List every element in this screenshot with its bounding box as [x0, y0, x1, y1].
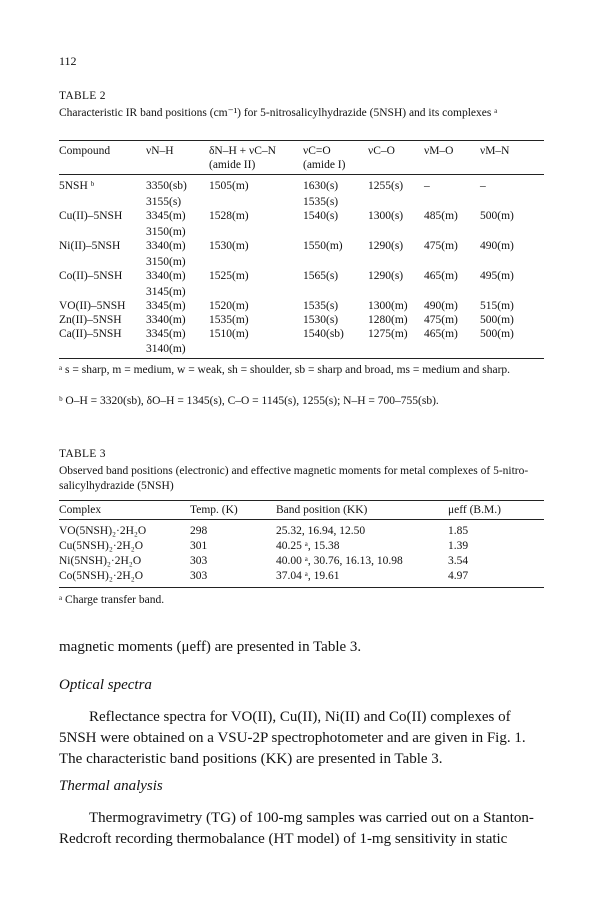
- body-paragraph-2: Reflectance spectra for VO(II), Cu(II), Ni(II) and Co(II) complexes of 5NSH were obtained on a VSU-2P spectrophotometer and are given in Fig. 1. The characteristic band positions (KK) are presented in Table 3.: [59, 709, 526, 767]
- table2-cell: 1535(m): [209, 314, 249, 326]
- table2-col-header: Compound: [59, 145, 111, 157]
- table2-cell: 1550(m): [303, 240, 343, 252]
- table2-cell: 3340(m): [146, 270, 186, 282]
- table2-cell: 1505(m): [209, 180, 249, 192]
- table2-col-subheader: (amide I): [303, 159, 346, 171]
- table2-cell: –: [424, 180, 430, 192]
- table3-cell: 25.32, 16.94, 12.50: [276, 525, 366, 537]
- table3-cell: Cu(5NSH)₂·2H₂O: [59, 540, 144, 552]
- table2-cell: 500(m): [480, 314, 514, 326]
- table2-col-header: νC=O: [303, 145, 331, 157]
- table3-cell: 301: [190, 540, 208, 552]
- table3-col-header: Band position (KK): [276, 504, 368, 516]
- table2-cell: 3340(m): [146, 314, 186, 326]
- table2-cell: 3150(m): [146, 256, 186, 268]
- table2-cell: 1530(s): [303, 314, 339, 326]
- table2-title: TABLE 2: [59, 90, 106, 102]
- table2-col-header: νM–N: [480, 145, 510, 157]
- table2-col-subheader: (amide II): [209, 159, 256, 171]
- table2-cell: 5NSH ᵇ: [59, 180, 95, 192]
- table3-caption: Observed band positions (electronic) and effective magnetic moments for metal complexes of 5-nitro-salicylhydrazide (5NSH): [59, 465, 529, 492]
- table2-cell: Ni(II)–5NSH: [59, 240, 121, 252]
- table3-col-header: Temp. (K): [190, 504, 238, 516]
- table3-cell: 298: [190, 525, 208, 537]
- table3-cell: 40.25 ᵃ, 15.38: [276, 540, 340, 552]
- table2-cell: 465(m): [424, 270, 458, 282]
- table3-cell: 303: [190, 555, 208, 567]
- table2-cell: 515(m): [480, 300, 514, 312]
- table2-cell: 1275(m): [368, 328, 408, 340]
- table3-footnote-a: ᵃ Charge transfer band.: [59, 594, 165, 606]
- body-paragraph-1: magnetic moments (μeff) are presented in Table 3.: [59, 639, 362, 655]
- table2-col-header: δN–H + νC–N: [209, 145, 276, 157]
- table2-cell: 495(m): [480, 270, 514, 282]
- table2-bottom-rule: [59, 358, 544, 359]
- table2-cell: 1540(sb): [303, 328, 344, 340]
- table2-cell: 1630(s): [303, 180, 339, 192]
- heading-optical-spectra: Optical spectra: [59, 677, 152, 693]
- table3-cell: 3.54: [448, 555, 469, 567]
- table2-cell: Zn(II)–5NSH: [59, 314, 122, 326]
- table2-cell: –: [480, 180, 486, 192]
- table2-cell: 1280(m): [368, 314, 408, 326]
- table2-cell: 1535(s): [303, 300, 339, 312]
- table2-cell: 3345(m): [146, 300, 186, 312]
- table2-cell: Cu(II)–5NSH: [59, 210, 123, 222]
- table2-cell: 1290(s): [368, 240, 404, 252]
- table3-cell: 1.85: [448, 525, 469, 537]
- table2-cell: 3145(m): [146, 286, 186, 298]
- table2-col-header: νC–O: [368, 145, 395, 157]
- table2-cell: 3150(m): [146, 226, 186, 238]
- table3-col-header: Complex: [59, 504, 102, 516]
- heading-thermal-analysis: Thermal analysis: [59, 778, 163, 794]
- table2-cell: 3340(m): [146, 240, 186, 252]
- table3-cell: 37.04 ᵃ, 19.61: [276, 570, 340, 582]
- table3-cell: Co(5NSH)₂·2H₂O: [59, 570, 144, 582]
- table2-footnote-b: ᵇ O–H = 3320(sb), δO–H = 1345(s), C–O = 1145(s), 1255(s); N–H = 700–755(sb).: [59, 395, 439, 407]
- table3-title: TABLE 3: [59, 448, 106, 460]
- table2-cell: 1525(m): [209, 270, 249, 282]
- table2-cell: 3140(m): [146, 343, 186, 355]
- table2-cell: 1290(s): [368, 270, 404, 282]
- table2-cell: 500(m): [480, 328, 514, 340]
- table2-cell: VO(II)–5NSH: [59, 300, 126, 312]
- table2-cell: 485(m): [424, 210, 458, 222]
- body-paragraph-3: Thermogravimetry (TG) of 100-mg samples was carried out on a Stanton-Redcroft recording thermobalance (HT model) of 1-mg sensitivity in static: [59, 810, 534, 847]
- table3-bottom-rule: [59, 587, 544, 588]
- table2-cell: 1530(m): [209, 240, 249, 252]
- table3-col-header: μeff (B.M.): [448, 504, 501, 516]
- table2-cell: 1510(m): [209, 328, 249, 340]
- table2-col-header: νM–O: [424, 145, 454, 157]
- table2-cell: 3155(s): [146, 196, 182, 208]
- table2-cell: 1300(s): [368, 210, 404, 222]
- table2-cell: Co(II)–5NSH: [59, 270, 123, 282]
- table2-cell: 475(m): [424, 314, 458, 326]
- table2-cell: 3350(sb): [146, 180, 187, 192]
- table2-cell: 1565(s): [303, 270, 339, 282]
- table2-header-rule: [59, 174, 544, 175]
- table2-cell: 1300(m): [368, 300, 408, 312]
- table2-cell: 465(m): [424, 328, 458, 340]
- table3-cell: 4.97: [448, 570, 469, 582]
- table3-cell: VO(5NSH)₂·2H₂O: [59, 525, 147, 537]
- table2-cell: 1535(s): [303, 196, 339, 208]
- table2-col-header: νN–H: [146, 145, 174, 157]
- table2-cell: Ca(II)–5NSH: [59, 328, 122, 340]
- table2-cell: 490(m): [424, 300, 458, 312]
- table2-caption: Characteristic IR band positions (cm⁻¹) for 5-nitrosalicylhydrazide (5NSH) and its complexes ᵃ: [59, 107, 498, 119]
- table2-cell: 3345(m): [146, 328, 186, 340]
- table2-cell: 1540(s): [303, 210, 339, 222]
- table2-top-rule: [59, 140, 544, 141]
- table2-cell: 490(m): [480, 240, 514, 252]
- table3-cell: 1.39: [448, 540, 469, 552]
- table3-cell: Ni(5NSH)₂·2H₂O: [59, 555, 142, 567]
- page-number: 112: [59, 54, 77, 68]
- table2-cell: 500(m): [480, 210, 514, 222]
- table3-top-rule: [59, 500, 544, 501]
- table3-cell: 40.00 ᵃ, 30.76, 16.13, 10.98: [276, 555, 403, 567]
- table2-cell: 1528(m): [209, 210, 249, 222]
- table2-cell: 475(m): [424, 240, 458, 252]
- table3-header-rule: [59, 519, 544, 520]
- table2-cell: 1520(m): [209, 300, 249, 312]
- table2-cell: 1255(s): [368, 180, 404, 192]
- table2-cell: 3345(m): [146, 210, 186, 222]
- table3-cell: 303: [190, 570, 208, 582]
- table2-footnote-a: ᵃ s = sharp, m = medium, w = weak, sh = shoulder, sb = sharp and broad, ms = medium and sharp.: [59, 364, 511, 376]
